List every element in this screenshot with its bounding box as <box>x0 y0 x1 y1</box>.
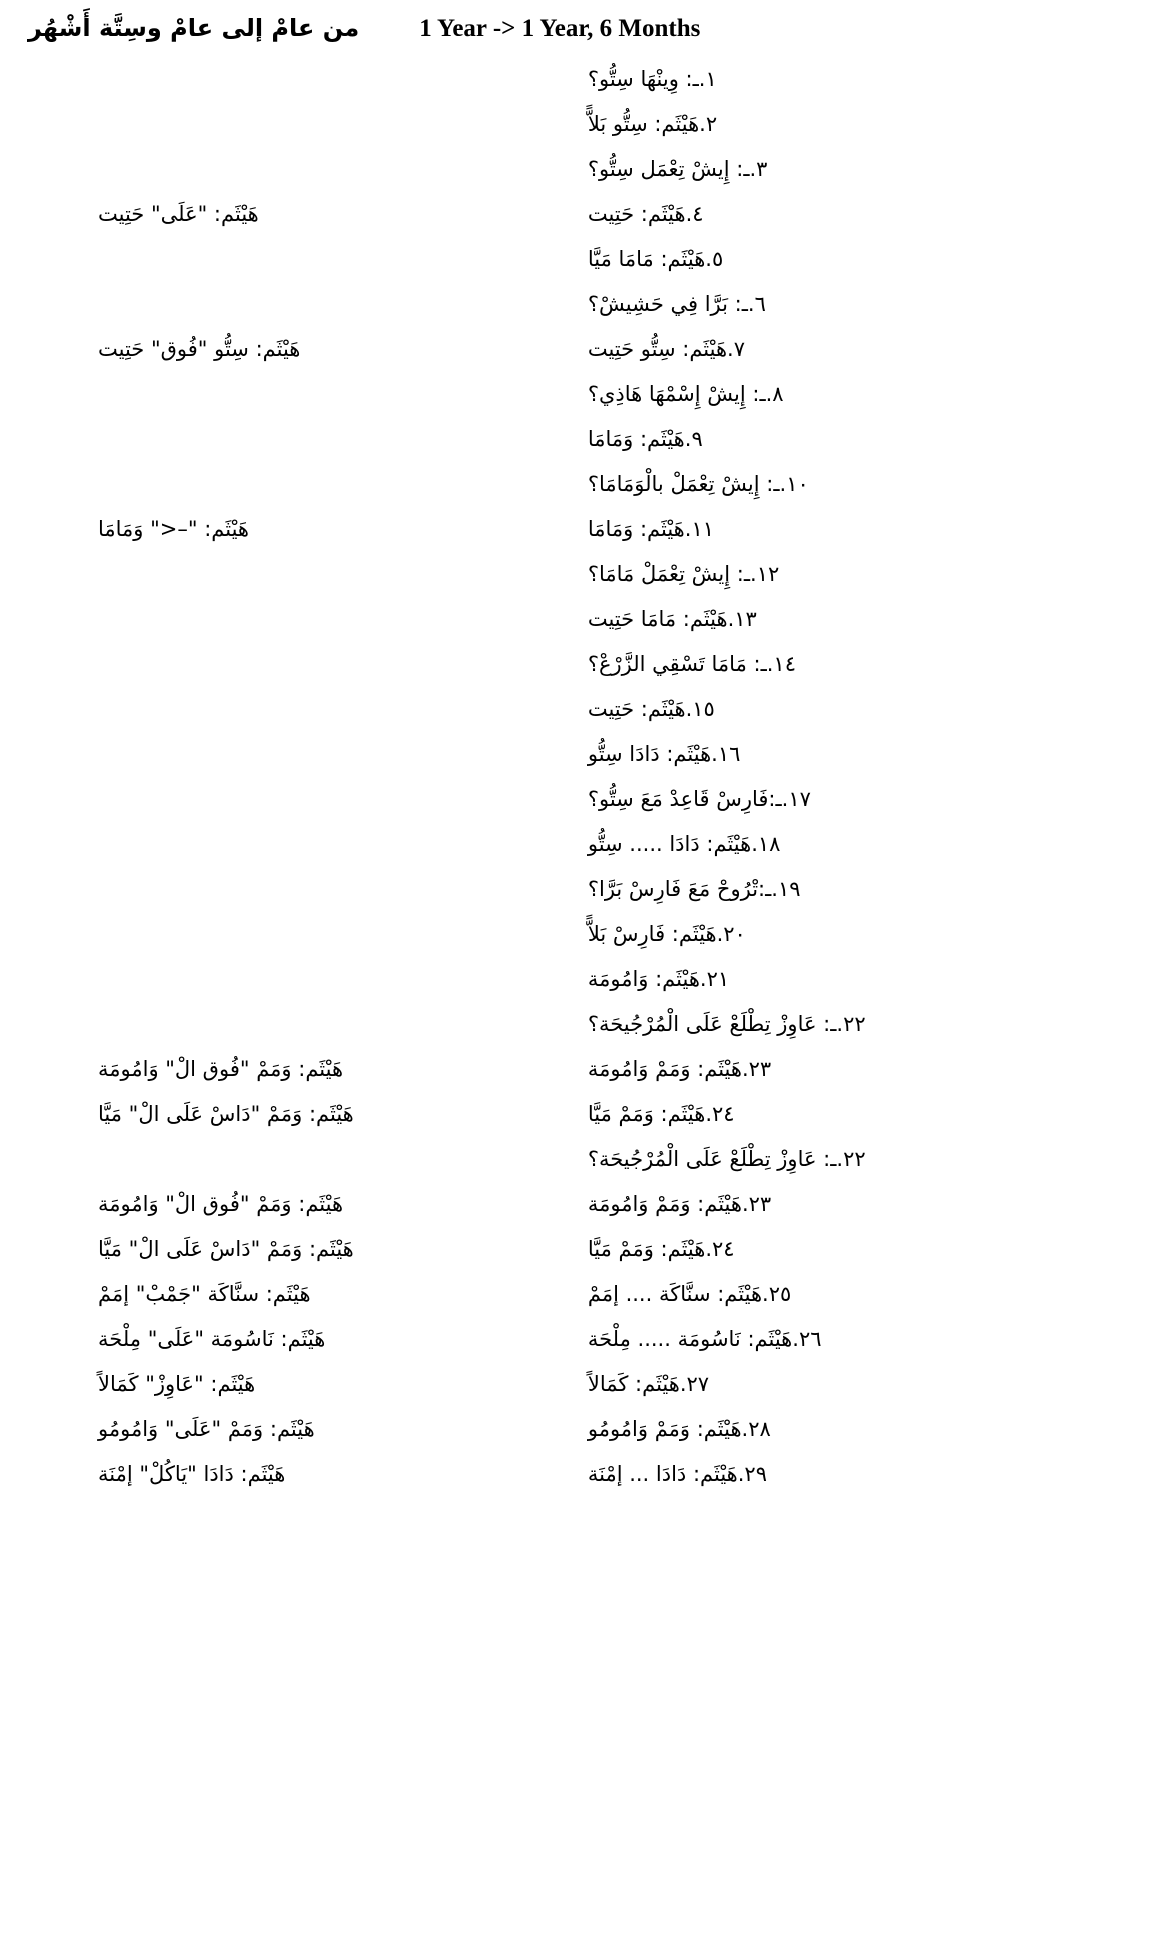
transcript-utterance: ١٩.ـ:تْرُوحْ مَعَ فَارِسْ بَرَّا؟ <box>587 877 801 901</box>
transcript-utterance: ١٠.ـ: إِيشْ تِعْمَلْ بالْوَمَامَا؟ <box>587 472 809 496</box>
transcript-line <box>28 822 1136 867</box>
transcript-line <box>28 732 1136 777</box>
transcript-line <box>28 192 1136 237</box>
transcript-line <box>28 1317 1136 1362</box>
transcript-utterance: ٩.هَيْثَم: وَمَامَا <box>587 427 703 451</box>
transcript-utterance: ٢١.هَيْثَم: وَامُومَة <box>587 967 730 991</box>
document-header <box>28 14 1136 43</box>
transcript-gloss: هَيْثَم: وَمَمْ "عَلَى" وَامُومُو <box>98 1417 315 1441</box>
transcript-line <box>28 1227 1136 1272</box>
transcript-line <box>28 372 1136 417</box>
transcript-gloss: هَيْثَم: وَمَمْ "فُوق الْ" وَامُومَة <box>98 1057 344 1081</box>
transcript-line <box>28 597 1136 642</box>
transcript-gloss: هَيْثَم: سِتُّو "فُوق" حَتِيت <box>98 337 301 361</box>
transcript-line <box>28 1002 1136 1047</box>
transcript-utterance: ٢٢.ـ: عَاوِزْ تِطْلَعْ عَلَى الْمُرْجُيحَة؟ <box>587 1012 866 1036</box>
transcript-utterance: ١٦.هَيْثَم: دَادَا سِتُّو <box>587 742 741 766</box>
transcript-line <box>28 1452 1136 1497</box>
transcript-line <box>28 777 1136 822</box>
transcript-line <box>28 327 1136 372</box>
transcript-utterance: ١٧.ـ:فَارِسْ قَاعِدْ مَعَ سِتُّو؟ <box>587 787 811 811</box>
transcript-utterance: ١٢.ـ: إِيشْ تِعْمَلْ مَامَا؟ <box>587 562 780 586</box>
transcript-utterance: ٢٤.هَيْثَم: وَمَمْ مَيَّا <box>587 1237 735 1261</box>
transcript-utterance: ٢٣.هَيْثَم: وَمَمْ وَامُومَة <box>587 1057 772 1081</box>
header-english-age-range: 1 Year -> 1 Year, 6 Months <box>419 15 701 42</box>
transcript-utterance: ٦.ـ: بَرَّا فِي حَشِيشْ؟ <box>587 292 766 316</box>
transcript-utterance: ١٤.ـ: مَامَا تَسْقِي الزَّرْعْ؟ <box>587 652 796 676</box>
transcript-line <box>28 507 1136 552</box>
transcript-line <box>28 237 1136 282</box>
transcript-list <box>28 57 1136 1542</box>
transcript-line <box>28 462 1136 507</box>
transcript-utterance: ١.ـ: وِينْهَا سِتُّو؟ <box>587 67 717 91</box>
transcript-line <box>28 912 1136 957</box>
transcript-gloss: هَيْثَم: وَمَمْ "دَاسْ عَلَى الْ" مَيَّا <box>98 1237 354 1261</box>
transcript-utterance: ٢٨.هَيْثَم: وَمَمْ وَامُومُو <box>587 1417 771 1441</box>
transcript-gloss: هَيْثَم: دَادَا "يَاكُلْ" إمْنَة <box>98 1462 286 1486</box>
transcript-utterance: ٨.ـ: إِيشْ إِسْمْهَا هَاذِي؟ <box>587 382 784 406</box>
transcript-utterance: ٢٤.هَيْثَم: وَمَمْ مَيَّا <box>587 1102 735 1126</box>
transcript-line <box>28 147 1136 192</box>
transcript-utterance: ٢.هَيْثَم: سِتُّو بَلاًّ <box>587 112 718 136</box>
transcript-utterance: ٢٩.هَيْثَم: دَادَا ... إمْنَة <box>587 1462 767 1486</box>
header-arabic-age-range: من عامْ إلى عامْ وسِتَّة أَشْهُر <box>28 14 360 42</box>
transcript-utterance: ٣.ـ: إِيشْ تِعْمَل سِتُّو؟ <box>587 157 768 181</box>
transcript-line <box>28 867 1136 912</box>
transcript-line <box>28 1182 1136 1227</box>
transcript-utterance: ٢٥.هَيْثَم: سنَّاكَة .... إمَمْ <box>587 1282 792 1306</box>
transcript-line <box>28 1137 1136 1182</box>
transcript-line <box>28 1092 1136 1137</box>
transcript-line <box>28 1047 1136 1092</box>
transcript-gloss: هَيْثَم: "عَاوِزْ" كَمَالاً <box>98 1372 256 1396</box>
transcript-line <box>28 57 1136 102</box>
transcript-utterance: ٢٢.ـ: عَاوِزْ تِطْلَعْ عَلَى الْمُرْجُيحَة؟ <box>587 1147 866 1171</box>
transcript-utterance: ٥.هَيْثَم: مَامَا مَيَّا <box>587 247 724 271</box>
transcript-gloss: هَيْثَم: "عَلَى" حَتِيت <box>98 202 259 226</box>
transcript-utterance: ١٣.هَيْثَم: مَامَا حَتِيت <box>587 607 757 631</box>
transcript-line <box>28 1407 1136 1452</box>
transcript-gloss: هَيْثَم: وَمَمْ "دَاسْ عَلَى الْ" مَيَّا <box>98 1102 354 1126</box>
transcript-line <box>28 102 1136 147</box>
transcript-line <box>28 282 1136 327</box>
transcript-gloss: هَيْثَم: وَمَمْ "فُوق الْ" وَامُومَة <box>98 1192 344 1216</box>
transcript-utterance: ١٨.هَيْثَم: دَادَا ..... سِتُّو <box>587 832 781 856</box>
transcript-gloss: هَيْثَم: "–<" وَمَامَا <box>98 517 249 541</box>
transcript-utterance: ٢٣.هَيْثَم: وَمَمْ وَامُومَة <box>587 1192 772 1216</box>
transcript-line <box>28 957 1136 1002</box>
transcript-line <box>28 552 1136 597</box>
transcript-line <box>28 1272 1136 1317</box>
transcript-line <box>28 1497 1136 1542</box>
transcript-utterance: ١٥.هَيْثَم: حَتِيت <box>587 697 715 721</box>
transcript-line <box>28 1362 1136 1407</box>
transcript-utterance: ٢٧.هَيْثَم: كَمَالاً <box>587 1372 710 1396</box>
transcript-utterance: ٧.هَيْثَم: سِتُّو حَتِيت <box>587 337 746 361</box>
transcript-utterance: ٤.هَيْثَم: حَتِيت <box>587 202 704 226</box>
transcript-line <box>28 642 1136 687</box>
transcript-gloss: هَيْثَم: سنَّاكَة "جَمْبْ" إمَمْ <box>98 1282 311 1306</box>
transcript-utterance: ٢٦.هَيْثَم: نَاسُومَة ..... مِلْحَة <box>587 1327 822 1351</box>
transcript-utterance: ٢٠.هَيْثَم: فَارِسْ بَلاًّ <box>587 922 746 946</box>
transcript-utterance: ١١.هَيْثَم: وَمَامَا <box>587 517 714 541</box>
transcript-line <box>28 417 1136 462</box>
transcript-gloss: هَيْثَم: نَاسُومَة "عَلَى" مِلْحَة <box>98 1327 326 1351</box>
transcript-line <box>28 687 1136 732</box>
